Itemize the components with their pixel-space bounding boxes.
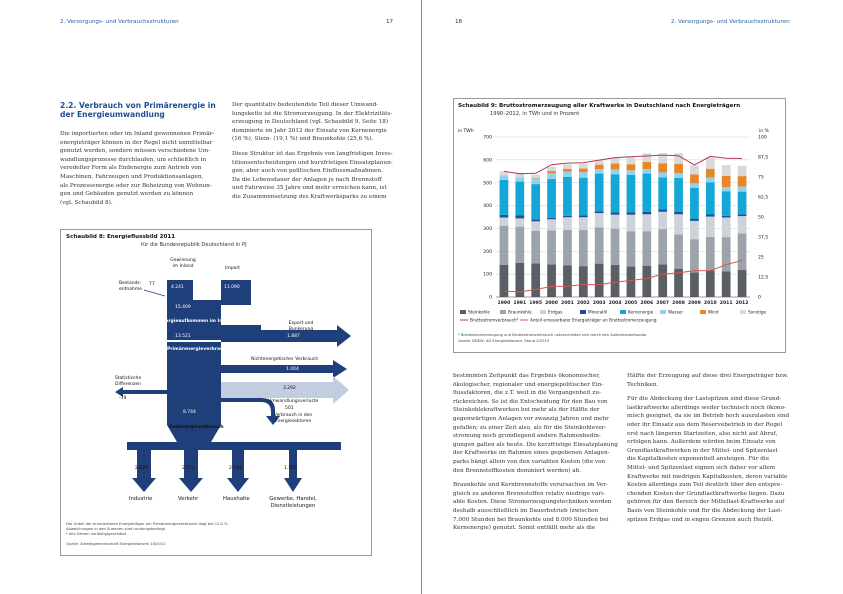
label-endenergie: Endenergieverbrauch — [169, 425, 224, 430]
bar-segment — [531, 221, 540, 230]
bar-segment — [627, 266, 636, 297]
text-line: (vgl. Schaubild 8). — [60, 199, 113, 206]
x-tick-label: 2007 — [656, 301, 670, 306]
section-heading: 2.2. Verbrauch von Primärenergie in der Energieumwandlung — [60, 101, 216, 119]
sector-arrow — [227, 478, 249, 492]
legend-label: Mineralöl — [588, 309, 608, 315]
bar-segment — [547, 171, 556, 173]
x-tick-label: 2005 — [624, 301, 638, 306]
bar-segment — [627, 215, 636, 231]
text-line: parks hängt allein von den variablen Kosten (die von — [453, 458, 606, 465]
text-line: (16 %), Stein- (19,1 %) und Braunkohle (25,6 %). — [232, 136, 374, 143]
bar-segment — [738, 166, 747, 176]
text-line: Die importierten oder im Inland gewonnenen Primär- — [60, 131, 215, 137]
bar-segment — [627, 157, 636, 164]
value-primaer: 13.521 — [175, 334, 191, 339]
text-line: gungen galten als heute. Die kurzfristige Einsatzplanung — [453, 441, 618, 448]
text-line: Hälfte der Erzeugung auf diese drei Energieträger bzw. — [627, 373, 789, 379]
value-bestand: 77 — [149, 282, 155, 287]
bar-segment — [515, 227, 524, 263]
bar-segment — [658, 172, 667, 177]
y-tick-label: 700 — [483, 135, 492, 141]
bar-segment — [642, 212, 651, 215]
bar-segment — [579, 172, 588, 177]
bar-segment — [611, 212, 620, 214]
text-line: den Brennstoffkosten dominiert werden) ab. — [453, 467, 582, 474]
label-stat: Statistische Differenzen — [114, 376, 142, 387]
label-umwandlung: Umwandlungsverluste — [268, 399, 319, 404]
figure-9-note: * Bruttostromerzeugung und Bruttostromverbrauch unterscheiden sich durch den Außenhandelssaldo — [458, 333, 647, 337]
bar-segment — [531, 184, 540, 219]
text-line: oder ihr Einsatz aus dem Reservebetrieb in der Regel — [627, 421, 783, 428]
bar-segment — [547, 179, 556, 218]
bar-segment — [579, 266, 588, 297]
bar-segment — [595, 169, 604, 174]
bar-segment — [515, 215, 524, 218]
bar-segment — [500, 217, 509, 225]
left-col1-text — [60, 130, 228, 207]
text-line: spitzen Erdgas und in engen Grenzen auch Heizöl. — [627, 516, 774, 523]
text-line: stromung noch grundlegend andere Rahmenbedin- — [453, 433, 601, 440]
x-tick-label: 1990 — [497, 301, 511, 306]
right-col2-text — [627, 372, 797, 524]
bar-segment — [738, 216, 747, 233]
bar-segment — [690, 183, 699, 187]
bar-segment — [738, 187, 747, 192]
bar-segment — [658, 265, 667, 297]
bar-segment — [579, 164, 588, 169]
x-tick-label: 2004 — [608, 301, 622, 306]
figure-9-subtitle: 1990–2012, in TWh und in Prozent — [490, 111, 580, 117]
bar-segment — [627, 212, 636, 215]
label-gewinnung: Gewinnung im Inland — [170, 258, 196, 269]
bar-segment — [722, 165, 731, 176]
y-right-unit: in % — [759, 129, 769, 134]
bar-segment — [722, 271, 731, 297]
bar-segment — [500, 265, 509, 297]
bar-segment — [674, 173, 683, 178]
y2-tick-label: 100 — [758, 135, 767, 141]
y2-tick-label: 37,5 — [758, 235, 769, 241]
bar-segment — [706, 177, 715, 182]
text-line: Techniken. — [627, 381, 659, 388]
text-line: energieträger können in der Regel nicht unmittelbar — [60, 139, 213, 146]
bar-segment — [627, 170, 636, 175]
text-line: deshalb ausschließlich im Dauerbetrieb (zwischen — [453, 507, 599, 514]
label-verbrauch: Verbrauch in den Energiesektoren — [273, 413, 313, 424]
bar-segment — [579, 215, 588, 217]
bar-segment — [674, 164, 683, 173]
legend-swatch — [660, 310, 666, 314]
bar-segment — [738, 192, 747, 215]
bar-segment — [595, 174, 604, 212]
figure-8-subtitle: für die Bundesrepublik Deutschland in PJ — [141, 242, 247, 248]
bar-segment — [547, 167, 556, 171]
y2-tick-label: 50 — [758, 215, 764, 221]
legend-swatch — [620, 310, 626, 314]
bar-segment — [515, 177, 524, 181]
bar-segment — [531, 219, 540, 221]
y2-tick-label: 0 — [758, 295, 761, 301]
legend-label: Steinkohle — [468, 309, 490, 315]
sector-arrow — [132, 478, 156, 492]
bar-segment — [611, 215, 620, 229]
y-tick-label: 400 — [483, 204, 492, 210]
bar-segment — [500, 180, 509, 215]
right-page — [422, 0, 843, 594]
text-line: die Zusammensetzung des Kraftwerksparks zu einem — [232, 193, 387, 200]
bar-segment — [642, 231, 651, 266]
bar-segment — [690, 188, 699, 219]
text-line: gefallen; zu einer Zeit also, als für die Steinkohlever- — [453, 424, 607, 431]
text-line: bestimmten Zeitpunkt das Ergebnis ökonomischer, — [453, 373, 600, 379]
text-line: flussfaktoren, die z.T. weit in die Vergangenheit zu- — [453, 390, 601, 397]
bar-segment — [579, 169, 588, 173]
bar-segment — [722, 216, 731, 218]
sector-value: 2.572 — [182, 466, 195, 471]
value-umwandlung: 3.292 — [283, 386, 296, 391]
y-tick-label: 0 — [489, 295, 492, 301]
text-line: als Prozessenergie oder zur Beheizung von Wohnun- — [60, 182, 212, 189]
bar-segment — [642, 266, 651, 297]
legend-label: Kernenergie — [628, 309, 654, 315]
bar-segment — [722, 217, 731, 237]
bar-segment — [690, 174, 699, 183]
bar-segment — [722, 191, 731, 216]
text-line: Steinkohlekraftwerken bei mehr als der Hälfte der — [453, 407, 600, 414]
bar-segment — [579, 178, 588, 216]
bar-segment — [531, 178, 540, 184]
right-col1-text — [453, 372, 618, 533]
legend-label: Anteil erneuerbarer Energieträger an Bruttostromerzeugung — [530, 317, 657, 323]
bar-segment — [642, 153, 651, 162]
running-head-right: 2. Versorgungs- und Verbrauchsstrukturen — [671, 19, 790, 25]
x-tick-label: 2010 — [703, 301, 717, 306]
sector-arrow — [179, 478, 203, 492]
text-line: Grundlastkraftwerken in der Mittel- und Spitzenlast — [627, 447, 778, 454]
bar-segment — [738, 233, 747, 270]
value-verbrauch: 501 — [285, 406, 294, 411]
legend-swatch — [500, 310, 506, 314]
x-tick-label: 2000 — [545, 301, 558, 306]
bar-segment — [690, 165, 699, 174]
text-line: gen und Gebäuden genutzt werden zu können — [60, 191, 194, 198]
value-gewinnung: 4.241 — [171, 285, 184, 290]
text-line: Maschinen, Fahrzeugen und Produktionsanlagen, — [60, 173, 204, 180]
bar-segment — [642, 169, 651, 174]
figure-8-source: Quelle: Arbeitsgemeinschaft Energiebilanzen 10/2012 — [66, 542, 166, 546]
bar-segment — [658, 163, 667, 172]
y2-tick-label: 25 — [758, 255, 764, 261]
bar-segment — [579, 217, 588, 230]
text-line: Da die Lebensdauer der Anlagen je nach Brennstoff — [232, 176, 382, 183]
y2-tick-label: 12,5 — [758, 275, 769, 281]
text-line: Für die Abdeckung der Lastspitzen sind diese Grund- — [627, 396, 782, 403]
text-line: gehören für den Bereich der Mittellast-Kraftwerke auf — [627, 499, 785, 506]
text-line: Diese Struktur ist das Ergebnis von langfristigen Inves- — [232, 150, 393, 157]
bar-segment — [627, 231, 636, 266]
label-import: Import — [225, 266, 240, 271]
flow-body — [167, 370, 221, 425]
sector-arrow — [284, 478, 302, 492]
bar-segment — [563, 177, 572, 216]
legend-swatch — [580, 310, 586, 314]
text-line: gleich zu anderen Brennstoffen relativ niedrige vari- — [453, 490, 605, 497]
x-tick-label: 2002 — [576, 301, 590, 306]
text-line: genutzt werden, sondern müssen verschiedene Um- — [60, 148, 211, 155]
figure-8-title: Schaubild 8: Energieflussbild 2011 — [66, 234, 176, 240]
page-number-right: 18 — [455, 19, 463, 25]
legend-label: Braunkohle — [508, 309, 532, 315]
y2-tick-label: 87,5 — [758, 155, 769, 161]
left-col2-text — [232, 101, 400, 202]
bar-segment — [563, 216, 572, 217]
flow-gewinnung — [167, 280, 193, 300]
sector-value: 1.355 — [284, 466, 297, 471]
x-tick-label: 2008 — [672, 301, 685, 306]
y2-tick-label: 62,5 — [758, 195, 769, 201]
bar-segment — [515, 182, 524, 216]
sector-name: Gewerbe, Handel, Dienstleistungen — [269, 496, 317, 509]
bar-segment — [563, 172, 572, 177]
text-line: Mittel- und Spitzenlast eignen sich daher vor allem — [627, 464, 776, 471]
text-line: titionsentscheidungen und kurzfristigen Einsatzplanun- — [232, 159, 393, 166]
value-import: 11.090 — [224, 285, 240, 290]
legend-label: Wasser — [668, 309, 684, 315]
value-stat: -19 — [119, 396, 127, 401]
bar-segment — [515, 218, 524, 226]
bar-segment — [547, 219, 556, 230]
sector-name: Industrie — [129, 496, 153, 502]
y-tick-label: 100 — [483, 272, 492, 278]
bar-segment — [627, 175, 636, 212]
text-line: erst nach längeren Startzeiten, also nicht auf Abruf, — [627, 430, 778, 437]
bar-segment — [642, 162, 651, 169]
bar-segment — [563, 169, 572, 172]
legend-label: Wind — [708, 309, 719, 315]
bar-segment — [722, 187, 731, 191]
left-page — [0, 0, 421, 594]
bar-segment — [706, 169, 715, 178]
legend-swatch — [700, 310, 706, 314]
text-line: Kernenergie) genutzt. Somit entfällt mehr als die — [453, 525, 596, 532]
figure-8-note-2: Abweichungen in den Summen sind rundungsbedingt. — [66, 527, 167, 531]
bar-segment — [547, 173, 556, 179]
bar-segment — [658, 177, 667, 209]
bar-segment — [547, 264, 556, 297]
x-tick-label: 2012 — [735, 301, 749, 306]
x-tick-label: 2001 — [561, 301, 574, 306]
sector-name: Haushalte — [223, 496, 250, 502]
bar-segment — [706, 217, 715, 237]
bar-segment — [595, 213, 604, 227]
y2-tick-label: 75 — [758, 175, 764, 181]
text-line: 7.000 Stunden bei Braunkohle und 8.000 Stunden bei — [453, 516, 609, 523]
figure-8-note-3: * alle Zahlen vorläufig/geschätzt — [66, 532, 127, 536]
bar-segment — [706, 237, 715, 270]
figure-8-note-1: Der Anteil der erneuerbaren Energieträger am Primärenergieverbrauch liegt bei 11,0 %. — [66, 522, 229, 526]
text-line: Kraftwerke mit niedrigen Kapitalkosten, deren variable — [627, 473, 788, 480]
bar-segment — [658, 212, 667, 229]
bar-segment — [706, 182, 715, 214]
label-bestand: Bestands-entnahme — [119, 281, 142, 292]
bar-segment — [547, 230, 556, 264]
bar-segment — [690, 219, 699, 221]
bar-segment — [706, 158, 715, 169]
figure-9-title: Schaubild 9: Bruttostromerzeugung aller Kraftwerke in Deutschland nach Energieträgern — [458, 103, 741, 109]
legend-label: Sonstige — [748, 309, 767, 315]
bar-segment — [674, 214, 683, 234]
legend-label: Erdgas — [548, 309, 563, 315]
bar-segment — [611, 164, 620, 170]
bar-segment — [611, 169, 620, 174]
text-line: veredelter Form als Endenergie zum Antrieb von — [60, 165, 202, 172]
text-line: lastkraftwerke allerdings weder technisch noch ökono- — [627, 404, 786, 411]
bar-segment — [674, 234, 683, 268]
text-line: Der quantitativ bedeutendste Teil dieser Umwand- — [232, 102, 379, 108]
legend-swatch — [460, 310, 466, 314]
bar-segment — [611, 229, 620, 265]
text-line: und Fahrweise 35 Jahre und mehr erreichen kann, ist — [232, 185, 387, 192]
bar-segment — [547, 218, 556, 219]
text-line: die Kapitalkosten exponentiell ansteigen. Für die — [627, 456, 770, 463]
text-line: der Kraftwerke im Rahmen eines gegebenen Anlagen- — [453, 450, 610, 457]
nichtenerg-arrow — [221, 360, 347, 378]
x-tick-label: 1995 — [529, 301, 543, 306]
figure-8-energy-flow — [60, 229, 372, 556]
bar-segment — [722, 176, 731, 187]
bar-segment — [563, 164, 572, 169]
bar-segment — [738, 176, 747, 187]
y-tick-label: 200 — [483, 249, 492, 255]
bar-segment — [738, 214, 747, 216]
text-line: gen, aber auch von politischen Einflussmaßnahmen. — [232, 168, 383, 175]
label-export: Export und Bunkerung — [288, 321, 314, 332]
figure-9-source: Quelle: BDEW, AG Energiebilanzen, Stand 2/2013 — [458, 339, 550, 343]
bar-segment — [595, 211, 604, 213]
figure-9-chart — [453, 98, 786, 353]
text-line: rückreichen. So ist die Entscheidung für den Bau von — [453, 398, 608, 405]
y-tick-label: 300 — [483, 227, 492, 233]
text-line: gegenwärtigen Anlagen vor zwanzig Jahren und mehr — [453, 415, 609, 422]
bar-segment — [611, 265, 620, 297]
text-line: ökologischer, regionaler und energiepolitischer Ein- — [453, 381, 604, 388]
bar-segment — [690, 239, 699, 272]
text-line: wandlungsprozesse durchlaufen, um schließlich in — [60, 156, 207, 163]
bar-segment — [642, 214, 651, 231]
bar-segment — [611, 174, 620, 212]
legend-swatch — [740, 310, 746, 314]
bar-segment — [674, 212, 683, 214]
sector-name: Verkehr — [178, 496, 199, 502]
label-nichtenerg: Nichtenergetischer Verbrauch — [251, 357, 319, 362]
text-line: misch geeignet, da sie im Betrieb hoch auszulasten sind — [627, 413, 790, 420]
bar-segment — [595, 264, 604, 297]
value-export: 1.887 — [287, 334, 300, 339]
value-nichtenerg: 1.004 — [286, 367, 299, 372]
value-endenergie: 8.744 — [183, 410, 196, 415]
x-tick-label: 2006 — [640, 301, 654, 306]
legend-label: Bruttostromverbrauch* — [470, 317, 519, 323]
label-primaer: Primärenergieverbrauch * — [167, 347, 234, 352]
bar-segment — [674, 153, 683, 164]
bar-segment — [531, 231, 540, 264]
bar-segment — [531, 174, 540, 177]
bar-segment — [500, 226, 509, 265]
bar-segment — [738, 270, 747, 297]
bar-segment — [627, 164, 636, 170]
text-line: dominierte im Jahr 2012 der Einsatz von Kernenergie — [232, 127, 387, 134]
y-tick-label: 600 — [483, 158, 492, 164]
text-line: lungskette ist die Stromerzeugung. In der Elektrizitäts- — [232, 110, 393, 117]
x-tick-label: 1991 — [513, 301, 527, 306]
bar-segment — [500, 215, 509, 218]
y-tick-label: 500 — [483, 181, 492, 187]
text-line: erzeugung in Deutschland (vgl. Schaubild 9, Seite 18) — [232, 119, 389, 126]
y-left-unit: in TWh — [458, 129, 474, 134]
bar-segment — [563, 230, 572, 265]
value-aufkommen: 15.409 — [175, 305, 191, 310]
text-line: Basis von Steinkohle und für die Abdeckung der Last- — [627, 507, 783, 514]
text-line: chenden Kosten der Grundlastkraftwerke liegen. Dazu — [627, 490, 785, 497]
bar-segment — [674, 178, 683, 212]
bar-segment — [531, 263, 540, 297]
bar-segment — [706, 214, 715, 216]
flow-distribution — [127, 442, 341, 450]
x-tick-label: 2011 — [719, 301, 733, 306]
bar-segment — [595, 165, 604, 169]
running-head-left: 2. Versorgungs- und Verbrauchsstrukturen — [60, 19, 179, 25]
energy-flow-diagram — [61, 230, 371, 555]
sector-value: 2.194 — [229, 466, 242, 471]
bar-segment — [658, 209, 667, 211]
bar-segment — [690, 221, 699, 239]
bar-segment — [563, 217, 572, 230]
legend-swatch — [540, 310, 546, 314]
x-tick-label: 2003 — [592, 301, 606, 306]
text-line: Kosten allerdings zum Teil deutlich über den entspre- — [627, 482, 782, 489]
label-aufkommen: Energieaufkommen im Inland — [159, 319, 234, 324]
bar-segment — [642, 174, 651, 212]
text-line: able Kosten. Diese Stromerzeugungstechniken werden — [453, 499, 612, 506]
sector-value: 2.624 — [135, 466, 148, 471]
bar-segment — [595, 228, 604, 264]
bar-segment — [579, 230, 588, 266]
bar-segment — [500, 175, 509, 180]
x-tick-label: 2009 — [688, 301, 701, 306]
text-line: erfolgen kann. Außerdem würden beim Einsatz von — [627, 439, 776, 446]
bar-segment — [706, 270, 715, 297]
electricity-generation-chart — [454, 99, 785, 352]
bar-segment — [690, 273, 699, 297]
page-number-left: 17 — [386, 19, 394, 25]
bar-segment — [563, 265, 572, 297]
text-line: Braunkohle und Kernbrennstoffe verursachen im Ver- — [453, 482, 608, 489]
bar-segment — [658, 229, 667, 264]
